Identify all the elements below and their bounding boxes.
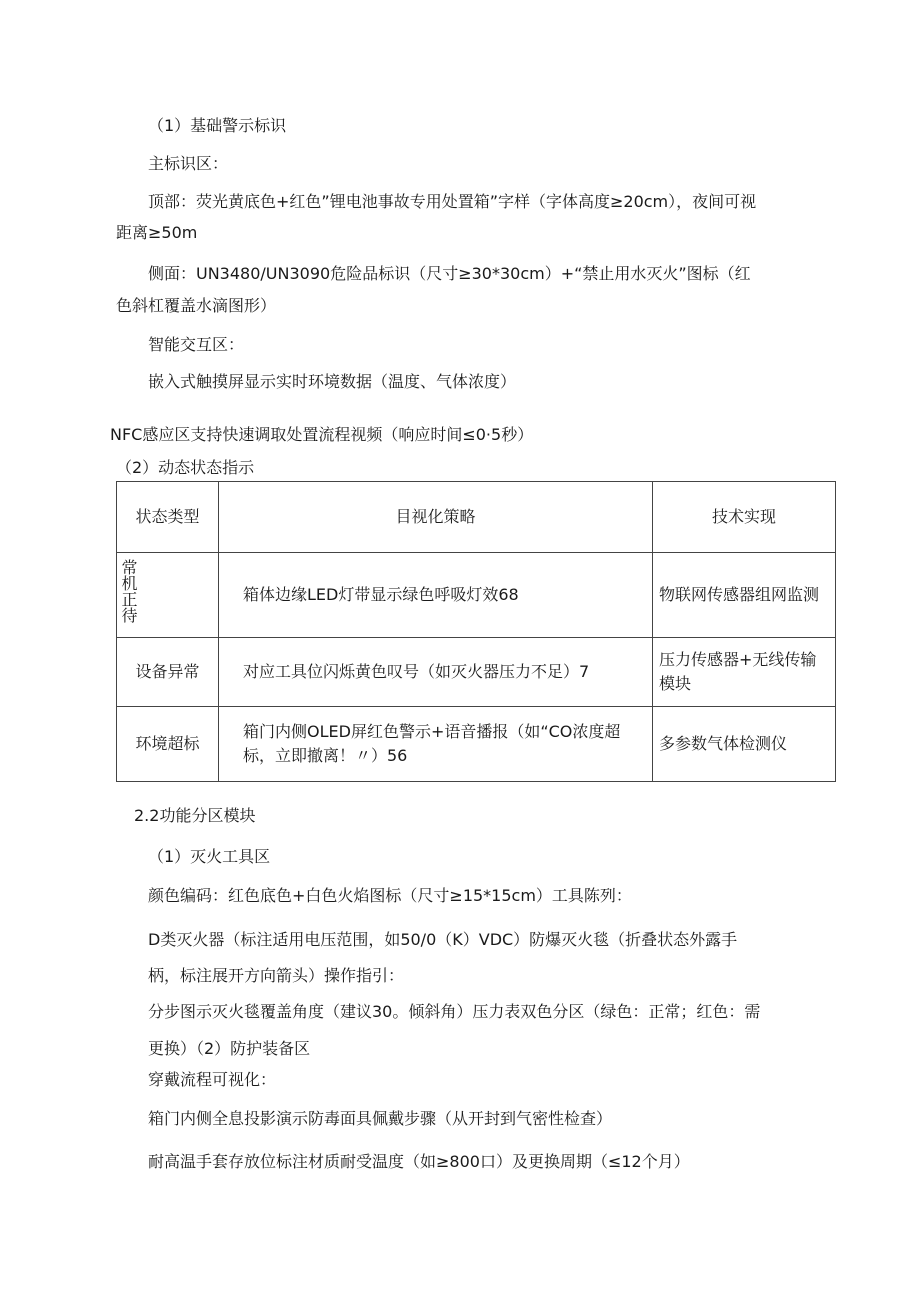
main-zone-label: 主标识区： <box>148 154 229 173</box>
side-spec-line-1: 侧面：UN3480/UN3090危险品标识（尺寸≥30*30cm）+“禁止用水灭火”图标（红 <box>148 264 751 283</box>
strategy-cell: 箱体边缘LED灯带显示绿色呼吸灯效68 <box>219 553 653 638</box>
status-type-cell <box>117 553 219 638</box>
steps-line-2: 更换）（2）防护装备区 <box>148 1039 311 1058</box>
hologram-line: 箱门内侧全息投影演示防毒面具佩戴步骤（从开封到气密性检查） <box>148 1109 613 1128</box>
top-spec-line-1: 顶部：荧光黄底色+红色”锂电池事故专用处置箱”字样（字体高度≥20cm），夜间可视 <box>148 192 757 211</box>
wear-flow-label: 穿戴流程可视化： <box>148 1070 277 1089</box>
steps-line-1: 分步图示灭火毯覆盖角度（建议30。倾斜角）压力表双色分区（绿色：正常；红色：需 <box>148 1002 761 1021</box>
section-heading-basic-warning: （1）基础警示标识 <box>148 116 287 135</box>
extinguisher-line-1: D类灭火器（标注适用电压范围，如50/0（K）VDC）防爆灭火毯（折叠状态外露手 <box>148 930 738 949</box>
nfc-line: NFC感应区支持快速调取处置流程视频（响应时间≤0·5秒） <box>110 425 534 444</box>
header-tech-implementation: 技术实现 <box>653 482 836 553</box>
strategy-cell: 箱门内侧OLED屏红色警示+语音播报（如“CO浓度超标，立即撤离！〃）56 <box>219 707 653 782</box>
table-header-row <box>117 482 836 553</box>
tech-cell: 压力传感器+无线传输模块 <box>653 638 836 707</box>
top-spec-line-2: 距离≥50m <box>116 223 198 242</box>
status-table <box>116 481 836 782</box>
header-visual-strategy: 目视化策略 <box>219 482 653 553</box>
status-type-cell: 设备异常 <box>117 638 219 707</box>
glove-line: 耐高温手套存放位标注材质耐受温度（如≥800口）及更换周期（≤12个月） <box>148 1152 690 1171</box>
color-code-line: 颜色编码：红色底色+白色火焰图标（尺寸≥15*15cm）工具陈列： <box>148 886 632 905</box>
status-type-text: 常机正待 <box>119 559 138 623</box>
table-row <box>117 638 836 707</box>
status-type-cell: 环境超标 <box>117 707 219 782</box>
section-heading-dynamic-status: （2）动态状态指示 <box>116 458 255 477</box>
subheading-fire-tools: （1）灭火工具区 <box>148 847 271 866</box>
strategy-cell: 对应工具位闪烁黄色叹号（如灭火器压力不足）7 <box>219 638 653 707</box>
table-row <box>117 553 836 638</box>
touchscreen-line: 嵌入式触摸屏显示实时环境数据（温度、气体浓度） <box>148 372 517 391</box>
header-status-type: 状态类型 <box>117 482 219 553</box>
tech-cell: 物联网传感器组网监测 <box>653 553 836 638</box>
tech-cell: 多参数气体检测仪 <box>653 707 836 782</box>
section-heading-functional-zones: 2.2功能分区模块 <box>134 806 256 825</box>
extinguisher-line-2: 柄，标注展开方向箭头）操作指引： <box>148 966 405 985</box>
smart-zone-label: 智能交互区： <box>148 335 245 354</box>
table-row <box>117 707 836 782</box>
side-spec-line-2: 色斜杠覆盖水滴图形） <box>116 296 277 315</box>
